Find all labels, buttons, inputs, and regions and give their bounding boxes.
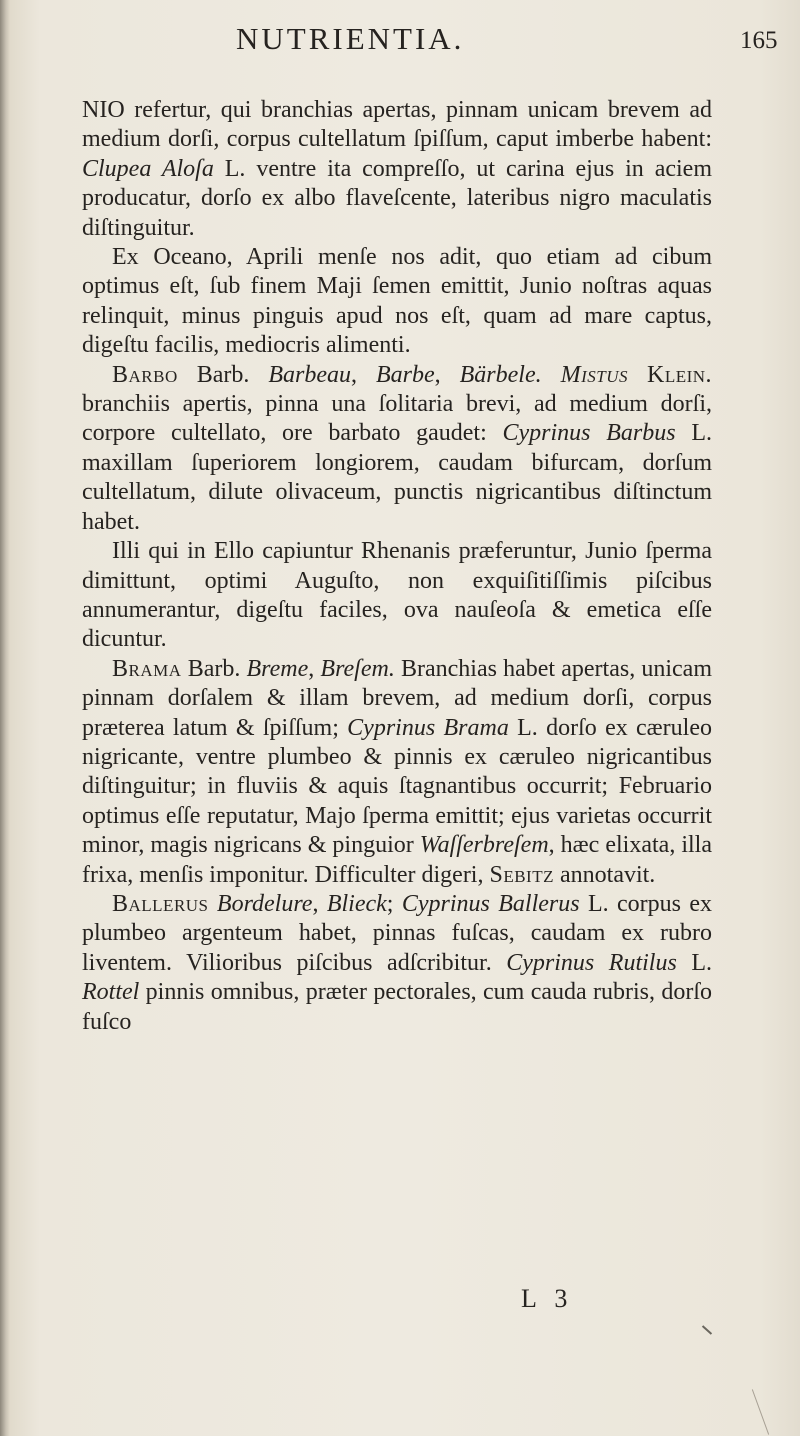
text-run: L. dorſo ex cæruleo nigricante, ventre plumbeo & pinnis ex cæruleo nigricantibus diſtinguitur; in fluviis & aquis ſtagnantibus occurrit; Februario optimus eſſe reputatur, Majo ſperma emittit; ejus varietas occurrit minor, magis nigricans & pinguior (82, 714, 712, 859)
text-run: , (434, 361, 460, 388)
vernacular-name: Blieck (326, 890, 387, 917)
text-run (209, 891, 217, 917)
vernacular-name: Breſem. (320, 655, 395, 682)
paragraph-ballerus (82, 890, 712, 1037)
page-number: 165 (740, 27, 778, 54)
vernacular-name: Rottel (82, 979, 140, 1006)
text-run: branchiis apertis, pinna una ſolitaria brevi, ad medium dorſi, corpore cultellato, ore barbato gaudet: (82, 391, 712, 447)
author-name: Mistus (560, 361, 628, 388)
text-run: Barb. (181, 655, 247, 682)
author-name: Sebitz (489, 861, 554, 888)
text-run: NIO refertur, qui branchias apertas, pinnam unicam brevem ad medium dorſi, corpus cultellatum ſpiſſum, caput imberbe habent: (82, 97, 712, 153)
text-run: L. maxillam ſuperiorem longiorem, caudam bifurcam, dorſum cultellatum, dilute olivaceum, punctis nigricantibus diſtinctum habet. (82, 420, 712, 535)
text-run: , hæc elixata, illa frixa, menſis imponitur. Difficulter digeri, (82, 832, 712, 888)
page-header (0, 14, 800, 64)
species-name: Cyprinus Barbus (502, 420, 676, 447)
text-run: annotavit. (554, 861, 656, 888)
text-run (628, 362, 647, 388)
entry-heading: Barbo (112, 361, 178, 388)
text-run: , (351, 361, 376, 388)
paragraph-clupea-season (82, 243, 712, 361)
species-name: Clupea Aloſa (82, 155, 214, 182)
paragraph-barbo (82, 361, 712, 537)
text-run: Illi qui in Ello capiuntur Rhenanis præferuntur, Junio ſperma dimittunt, optimi Auguſto, non exquiſitiſſimis piſcibus annumerantur, digeſtu faciles, ova nauſeoſa & emetica eſſe dicuntur. (82, 538, 712, 653)
entry-heading: Ballerus (112, 890, 209, 917)
species-name: Cyprinus Brama (347, 714, 509, 741)
paragraph-barbo-notes (82, 537, 712, 655)
vernacular-name: Bordelure (216, 890, 313, 917)
text-run: pinnis omnibus, præter pectorales, cum cauda rubris, dorſo fuſco (82, 979, 712, 1035)
page-gutter-shadow (0, 0, 10, 1436)
text-run: ; (386, 890, 402, 917)
text-run: Branchias habet apertas, unicam pinnam dorſalem & illam brevem, ad medium dorſi, corpus præterea latum & ſpiſſum; (82, 655, 712, 741)
species-name: Cyprinus Ballerus (401, 890, 580, 917)
text-run: L. ventre ita compreſſo, ut carina ejus in aciem producatur, dorſo ex albo flaveſcente, lateribus nigro maculatis diſtinguitur. (82, 155, 713, 241)
vernacular-name: Barbeau (268, 361, 352, 388)
text-run: L. corpus ex plumbeo argenteum habet, pinnas fuſcas, caudam ex rubro liventem. Vilioribus piſcibus adſcribitur. (82, 890, 713, 976)
author-name: Klein. (646, 361, 713, 388)
signature-mark: L 3 (521, 1284, 574, 1313)
vernacular-name: Waſſerbreſem (419, 832, 549, 859)
species-name: Cyprinus Rutilus (506, 949, 677, 976)
entry-heading: Brama (112, 655, 182, 682)
body-text (82, 96, 712, 1037)
running-head: NUTRIENTIA. (236, 21, 465, 56)
text-run: , (312, 890, 327, 917)
text-run: Barb. (177, 361, 269, 388)
text-run: , (308, 655, 321, 682)
vernacular-name: Barbe (376, 361, 435, 388)
text-run: L. (676, 949, 712, 976)
stray-mark (702, 1325, 712, 1335)
vernacular-name: Breme (246, 655, 309, 682)
paragraph-brama (82, 655, 712, 890)
paragraph-clupea (82, 96, 712, 243)
text-run: Ex Oceano, Aprili menſe nos adit, quo etiam ad cibum optimus eſt, ſub finem Maji ſemen emittit, Junio noſtras aquas relinquit, minus pinguis apud nos eſt, quam ad mare captus, digeſtu facilis, mediocris alimenti. (82, 244, 712, 359)
vernacular-name: Bärbele. (459, 361, 542, 388)
page-edge-line (752, 1389, 769, 1434)
text-run (542, 362, 561, 388)
